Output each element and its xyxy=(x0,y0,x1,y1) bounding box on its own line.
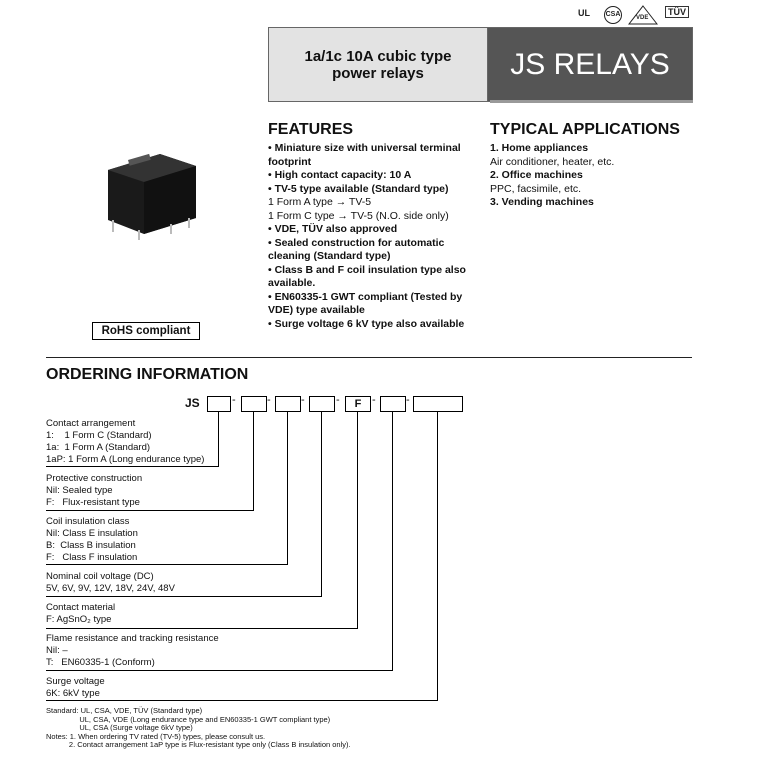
applications-section xyxy=(490,121,700,210)
connector-line xyxy=(46,564,288,565)
section-title: Contact arrangement xyxy=(46,418,136,429)
code-separator: - xyxy=(232,394,236,406)
code-box-protective-construction xyxy=(241,396,267,412)
section-line: 1a: 1 Form A (Standard) xyxy=(46,442,151,453)
rohs-badge: RoHS compliant xyxy=(92,322,200,340)
code-box-coil-insulation xyxy=(275,396,301,412)
feature-item: • Class B and F coil insulation type also available. xyxy=(268,263,466,289)
connector-line xyxy=(357,412,358,628)
subtitle-line-1: 1a/1c 10A cubic type xyxy=(304,47,452,65)
connector-line xyxy=(46,510,254,511)
section-title: Flame resistance and tracking resistance xyxy=(46,633,219,644)
connector-line xyxy=(46,466,219,467)
part-number-prefix: JS xyxy=(185,396,200,410)
section-line: 6K: 6kV type xyxy=(46,688,100,699)
code-box-flame-resistance xyxy=(380,396,406,412)
feature-item: • Surge voltage 6 kV type also available xyxy=(268,317,465,330)
feature-item: 1 Form A type → TV-5 xyxy=(268,196,372,208)
footnote-line: Notes: 1. When ordering TV rated (TV-5) types, please consult us. xyxy=(46,731,266,741)
connector-line xyxy=(437,412,438,700)
feature-item: 1 Form C type → TV-5 (N.O. side only) xyxy=(268,209,449,222)
section-divider xyxy=(46,357,692,358)
applications-heading: TYPICAL APPLICATIONS xyxy=(490,121,680,138)
product-subtitle xyxy=(268,27,488,102)
section-line: T: EN60335-1 (Conform) xyxy=(46,657,155,668)
connector-line xyxy=(392,412,393,670)
ordering-section-coil-voltage xyxy=(46,571,175,595)
section-line: 1aP: 1 Form A (Long endurance type) xyxy=(46,454,205,465)
feature-item: • VDE, TÜV also approved xyxy=(268,223,398,235)
title-shadow xyxy=(490,100,693,103)
connector-line xyxy=(46,670,393,671)
feature-item: • TV-5 type available (Standard type) xyxy=(268,182,449,195)
features-heading: FEATURES xyxy=(268,121,354,138)
footnote-line: UL, CSA (Surge voltage 6kV type) xyxy=(46,723,193,732)
code-box-contact-material: F xyxy=(345,396,371,412)
connector-line xyxy=(46,700,438,701)
connector-line xyxy=(46,596,322,597)
code-separator: - xyxy=(336,394,340,406)
section-title: Nominal coil voltage (DC) xyxy=(46,571,154,582)
ordering-section-protective-construction xyxy=(46,473,142,509)
section-line: 5V, 6V, 9V, 12V, 18V, 24V, 48V xyxy=(46,583,175,594)
section-line: Nil: – xyxy=(46,645,68,656)
code-box-surge-voltage xyxy=(413,396,463,412)
application-detail: PPC, facsimile, etc. xyxy=(490,182,582,195)
feature-item: • Sealed construction for automatic cleaning (Standard type) xyxy=(268,236,445,262)
ordering-section-contact-arrangement xyxy=(46,418,204,466)
ordering-section-surge-voltage xyxy=(46,676,105,700)
ordering-section-contact-material xyxy=(46,602,115,626)
section-line: Nil: Sealed type xyxy=(46,485,113,496)
section-title: Contact material xyxy=(46,602,116,613)
ordering-heading: ORDERING INFORMATION xyxy=(46,366,249,383)
code-separator: - xyxy=(372,394,376,406)
application-title: 3. Vending machines xyxy=(490,196,594,208)
section-line: Nil: Class E insulation xyxy=(46,528,138,539)
ordering-section-coil-insulation xyxy=(46,516,138,564)
connector-line xyxy=(218,412,219,466)
code-separator: - xyxy=(267,394,271,406)
footnote-line: 2. Contact arrangement 1aP type is Flux-resistant type only (Class B insulation only). xyxy=(46,740,351,749)
features-section xyxy=(268,121,483,331)
code-separator: - xyxy=(406,394,410,406)
section-title: Protective construction xyxy=(46,473,143,484)
tuv-mark-icon: TÜV xyxy=(665,6,689,18)
connector-line xyxy=(46,628,358,629)
ul-mark-icon: UL xyxy=(578,8,590,18)
section-line: F: Flux-resistant type xyxy=(46,497,140,508)
connector-line xyxy=(287,412,288,564)
csa-mark-icon: CSA xyxy=(604,6,622,24)
section-line: F: AgSnO₂ type xyxy=(46,614,112,625)
footnote-line: Standard: UL, CSA, VDE, TÜV (Standard type) xyxy=(46,706,203,715)
application-title: 1. Home appliances xyxy=(490,142,589,154)
footnotes xyxy=(46,707,351,750)
section-line: 1: 1 Form C (Standard) xyxy=(46,430,152,441)
feature-item: • High contact capacity: 10 A xyxy=(268,169,412,181)
application-title: 2. Office machines xyxy=(490,169,583,181)
relay-product-image xyxy=(100,140,204,242)
connector-line xyxy=(321,412,322,596)
section-line: B: Class B insulation xyxy=(46,540,136,551)
feature-item: • EN60335-1 GWT compliant (Tested by VDE) type available xyxy=(268,290,463,316)
feature-item: • Miniature size with universal terminal footprint xyxy=(268,142,461,168)
vde-mark-icon: VDE xyxy=(628,5,658,27)
section-title: Surge voltage xyxy=(46,676,105,687)
ordering-section-flame-resistance xyxy=(46,633,219,669)
code-separator: - xyxy=(301,394,305,406)
footnote-line: UL, CSA, VDE (Long endurance type and EN60335-1 GWT compliant type) xyxy=(46,714,331,724)
subtitle-line-2: power relays xyxy=(332,64,424,82)
section-line: F: Class F insulation xyxy=(46,552,138,563)
product-title: JS RELAYS xyxy=(487,27,693,102)
application-detail: Air conditioner, heater, etc. xyxy=(490,155,615,168)
connector-line xyxy=(253,412,254,510)
code-box-coil-voltage xyxy=(309,396,335,412)
code-box-contact-arrangement xyxy=(207,396,231,412)
section-title: Coil insulation class xyxy=(46,516,130,527)
